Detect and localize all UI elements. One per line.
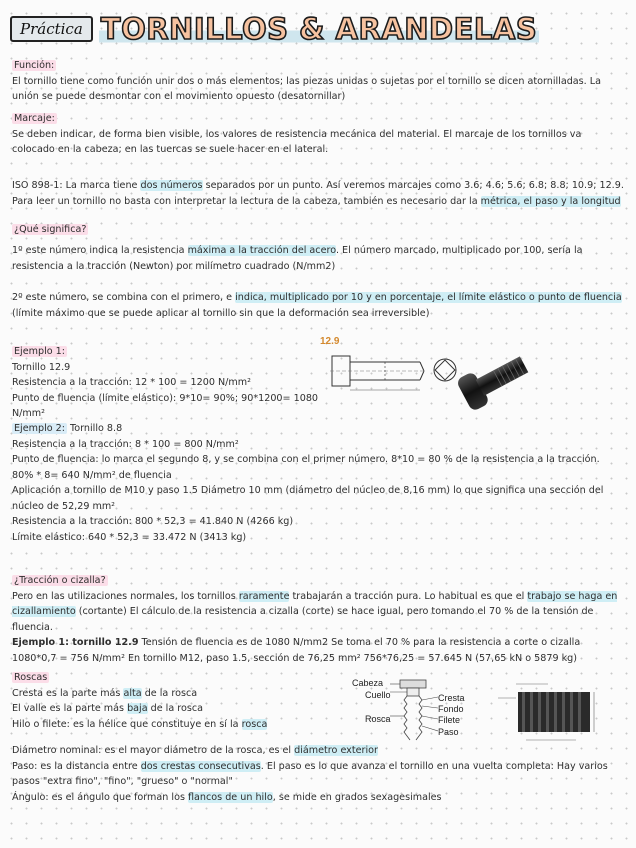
diagram-label-filete: Filete — [438, 715, 461, 725]
marcaje-text: Se deben indicar, de forma bien visible, los valores de resistencia mecánica del material. El marcaje de los tornillos va colocado en la cabeza; en las tuercas se suele hacer en el lateral. — [12, 128, 582, 155]
page-header — [10, 12, 539, 46]
ejemplo2-line3: Aplicación a tornillo de M10 y paso 1.5 Diámetro 10 mm (diámetro del núcleo de 8,16 mm) lo que significa una sección del núcleo de 52,29 mm² — [12, 485, 604, 512]
roscas-l3-highlight: rosca — [241, 718, 268, 730]
significa-n1 — [12, 243, 624, 274]
roscas-l5b: . El paso es lo que avanza el tornillo en una vuelta completa: Hay varios pasos "extra fino", "fino", "grueso" o "normal" — [12, 760, 608, 787]
n2-text-b: (límite máximo que se puede aplicar al tornillo sin que la deformación sea irreversible) — [12, 307, 430, 319]
funcion-text: El tornillo tiene como función unir dos o más elementos; las piezas unidas o sujetas por el tornillo se dicen atornilladas. La unión se puede desmontar con el movimiento opuesto (desatornillar) — [12, 75, 601, 102]
page-title: TORNILLOS & ARANDELAS — [100, 12, 538, 46]
ejemplo1-label: Ejemplo 1: — [14, 346, 65, 357]
ejemplo1-line3: Punto de fluencia (límite elástico): 9*10= 90%; 90*1200= 1080 N/mm² — [12, 392, 319, 419]
iso-highlight-1: dos números — [140, 180, 203, 191]
funcion-section — [12, 58, 624, 105]
marcaje-section — [12, 111, 624, 158]
ejemplo1-line2: Resistencia a la tracción: 12 * 100 = 1200 N/mm² — [12, 377, 251, 388]
diagram-label-cresta: Cresta — [438, 693, 465, 703]
cizalla-text-2: trabajarán a tracción pura. Lo habitual es que el — [289, 590, 528, 602]
cizalla-text-1: Pero en las utilizaciones normales, los tornillos — [12, 590, 239, 602]
ejemplo2-line1: Resistencia a la tracción: 8 * 100 = 800 N/mm² — [12, 438, 239, 450]
practica-badge: Práctica — [10, 16, 93, 42]
cizalla-text-3: (cortante) El cálculo de la resistencia a cizalla (corte) se hace igual, pero tomando el 70 % de la tensión de fluencia. — [12, 606, 594, 633]
iso-text-2: separados por un punto. Así veremos marcajes como 3.6; 4.6; 5.6; 6.8; 8.8; 10.9; 12.9. Para leer un tornillo no basta con interpretar la lectura de la cabeza, también es necesario dar la — [12, 180, 624, 207]
roscas-l6-highlight: flancos de un hilo — [188, 791, 273, 803]
roscas-label: Roscas — [14, 672, 48, 683]
bolt-technical-drawing — [330, 348, 460, 396]
ejemplo1-line1: Tornillo 12.9 — [12, 361, 71, 373]
roscas-l2b: de la rosca — [147, 703, 204, 714]
bolt-mark-label: 12.9 — [320, 336, 340, 347]
roscas-l1b: de la rosca — [141, 687, 198, 699]
roscas-l1-highlight: alta — [123, 687, 142, 699]
n1-text-a: 1º este número indica la resistencia — [12, 245, 188, 256]
diagram-label-fondo: Fondo — [438, 704, 464, 714]
diagram-label-rosca: Rosca — [365, 714, 391, 724]
ejemplo2-title: Tornillo 8.8 — [67, 423, 123, 434]
diagram-label-paso: Paso — [438, 727, 459, 737]
funcion-label: Función: — [14, 60, 55, 71]
roscas-l4a: Diámetro nominal: es el mayor diámetro de la rosca, es el — [12, 745, 295, 756]
cizalla-example-title: Ejemplo 1: tornillo 12.9 — [12, 637, 139, 648]
n2-text-a: 2º este número, se combina con el primero, e — [12, 292, 236, 303]
cizalla-highlight-2: trabajo se haga en cizallamiento — [12, 590, 618, 617]
thread-profile-diagram — [496, 680, 606, 746]
ejemplo2-label: Ejemplo 2: — [14, 423, 65, 434]
roscas-l2-highlight: baja — [127, 703, 148, 714]
ejemplo1-section — [12, 344, 332, 422]
roscas-l3a: Hilo o filete: es la hélice que constituye en sí la — [12, 718, 242, 730]
diagram-label-cuello: Cuello — [365, 690, 391, 700]
significa-n2 — [12, 290, 624, 321]
cizalla-label: ¿Tracción o cizalla? — [14, 575, 106, 586]
n1-highlight: máxima a la tracción del acero — [187, 245, 336, 256]
iso-text-1: ISO 898-1: La marca tiene — [12, 180, 141, 191]
roscas-l4-highlight: diámetro exterior — [294, 745, 378, 756]
ejemplo2-line2: Punto de fluencia: lo marca el segundo 8, y se combina con el primer número. 8*10 = 80 % de la resistencia a la tracción. 80% * 8= 640 N/mm² de fluencia — [12, 454, 600, 481]
roscas-l1a: Cresta es la parte más — [12, 687, 124, 699]
roscas-l6a: Ángulo: es el ángulo que forman los — [12, 791, 188, 803]
n2-highlight: indica, multiplicado por 10 y en porcentaje, el límite elástico o punto de fluencia — [235, 292, 622, 303]
cizalla-section — [12, 573, 624, 666]
cizalla-example-text: Tensión de fluencia es de 1080 N/mm2 Se toma el 70 % para la resistencia a corte o cizalla 1080*0,7 = 756 N/mm² En tornillo M12, paso 1.5, sección de 76,25 mm² 756*76,25 = 57.645 N (57,65 kN o 5879 kg) — [12, 637, 581, 664]
roscas-section-2 — [12, 743, 624, 805]
ejemplo2-line5: Límite elástico: 640 * 52,3 = 33.472 N (3413 kg) — [12, 531, 247, 543]
marcaje-label: Marcaje: — [14, 113, 55, 124]
roscas-l2a: El valle es la parte más — [12, 703, 128, 714]
ejemplo2-section — [12, 421, 624, 545]
bolt-photo — [455, 352, 535, 412]
iso-paragraph — [12, 178, 624, 209]
iso-highlight-2: métrica, el paso y la longitud — [480, 195, 621, 207]
diagram-label-cabeza: Cabeza — [352, 678, 384, 688]
screw-diagram — [390, 676, 438, 746]
roscas-l5-highlight: dos crestas consecutivas — [140, 760, 261, 772]
roscas-l6b: , se mide en grados sexagesimales — [272, 791, 442, 803]
ejemplo2-line4: Resistencia a la tracción: 800 * 52,3 = 41.840 N (4266 kg) — [12, 516, 294, 527]
significa-label: ¿Qué significa? — [14, 224, 87, 235]
cizalla-highlight-1: raramente — [238, 590, 290, 602]
roscas-l5a: Paso: es la distancia entre — [12, 760, 141, 772]
roscas-section — [12, 670, 342, 732]
n1-text-b: . El número marcado, multiplicado por 100, sería la resistencia a la tracción (Newton) por milímetro cuadrado (N/mm2) — [12, 245, 583, 272]
significa-section — [12, 222, 624, 238]
